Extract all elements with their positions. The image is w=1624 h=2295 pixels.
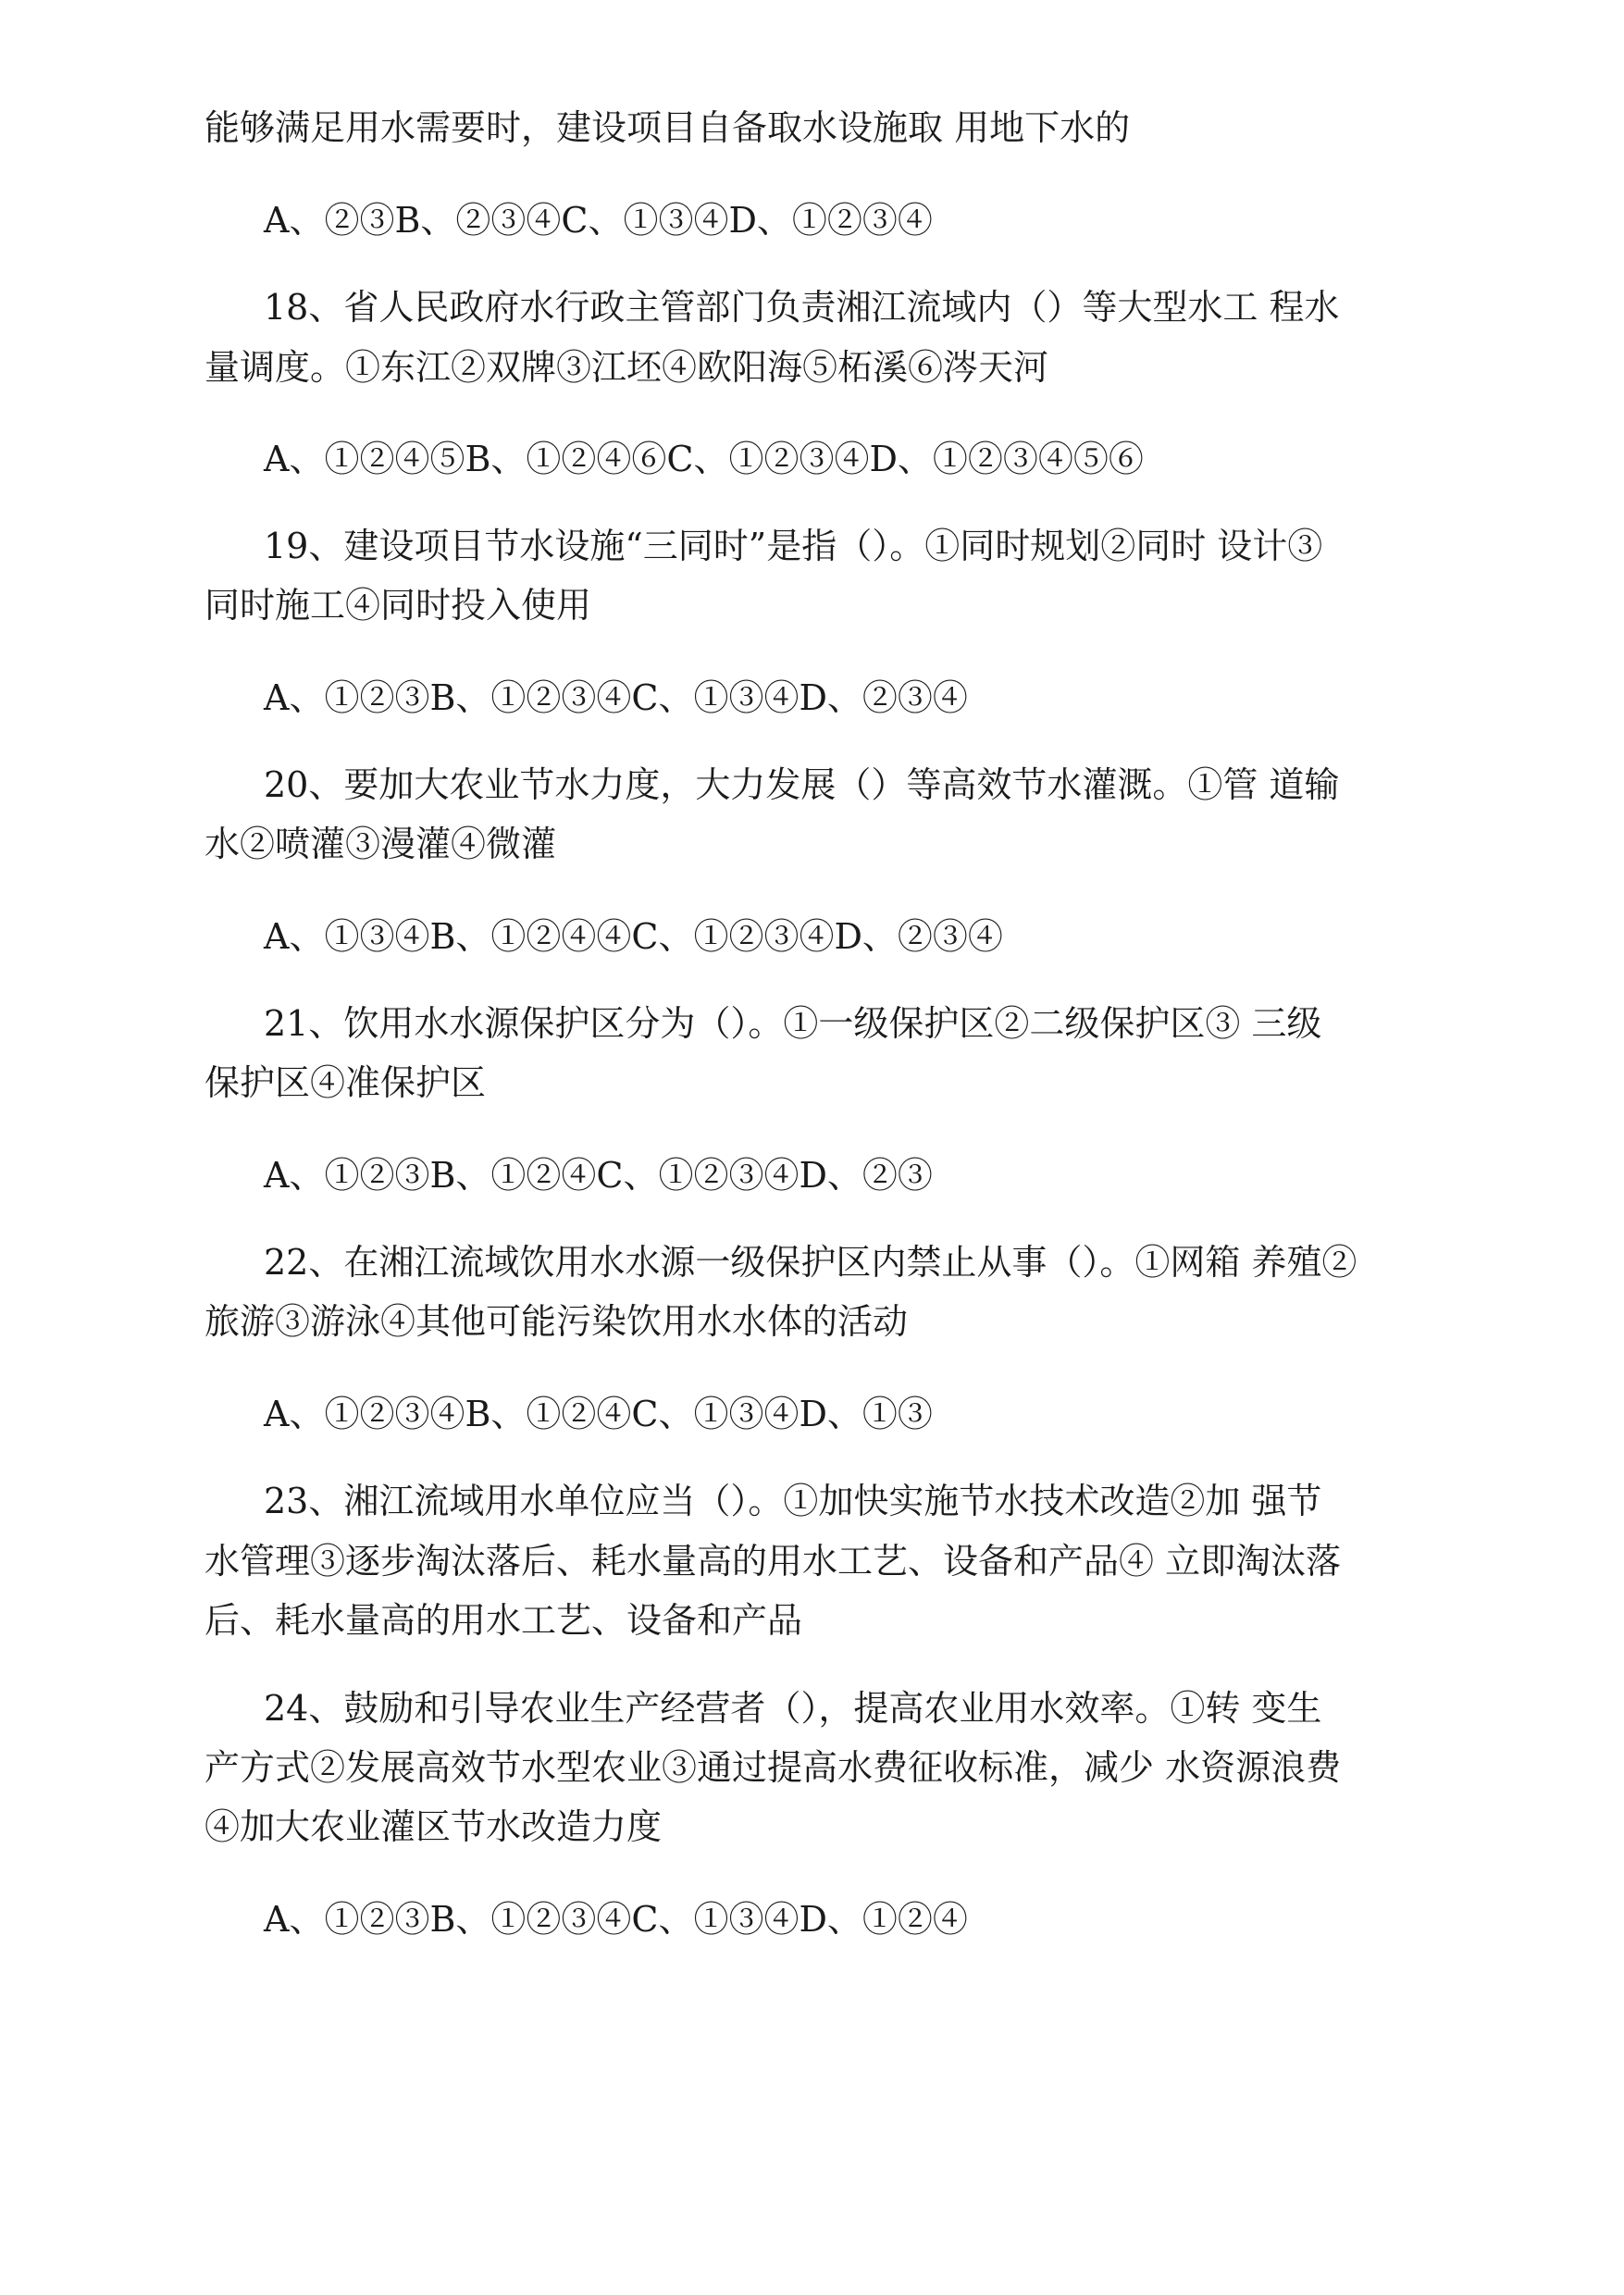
question-21-line-2: 保护区④准保护区 (205, 1062, 487, 1103)
question-22-line-1: 22、在湘江流域饮用水水源一级保护区内禁止从事（）。①网箱 养殖② (264, 1242, 1357, 1283)
question-24-line-1: 24、鼓励和引导农业生产经营者（），提高农业用水效率。①转 变生 (264, 1688, 1322, 1729)
question-20-line-1: 20、要加大农业节水力度，大力发展（）等高效节水灌溉。①管 道输 (264, 764, 1340, 805)
question-24-line-3: ④加大农业灌区节水改造力度 (205, 1806, 663, 1847)
question-23-line-3: 后、耗水量高的用水工艺、设备和产品 (205, 1600, 803, 1641)
answer-options-22: A、①②③④B、①②④C、①③④D、①③ (264, 1394, 933, 1434)
question-18-line-1: 18、省人民政府水行政主管部门负责湘江流域内（）等大型水工 程水 (264, 287, 1340, 328)
question-20-line-2: 水②喷灌③漫灌④微灌 (205, 824, 557, 864)
text-line-continuation: 能够满足用水需要时，建设项目自备取水设施取 用地下水的 (205, 107, 1131, 148)
question-19-line-1: 19、建设项目节水设施“三同时”是指（）。①同时规划②同时 设计③ (264, 526, 1323, 566)
answer-options-20: A、①③④B、①②④④C、①②③④D、②③④ (264, 916, 1003, 957)
question-24-line-2: 产方式②发展高效节水型农业③通过提高水费征收标准，减少 水资源浪费 (205, 1747, 1342, 1788)
question-23-line-1: 23、湘江流域用水单位应当（）。①加快实施节水技术改造②加 强节 (264, 1481, 1322, 1521)
question-22-line-2: 旅游③游泳④其他可能污染饮用水水体的活动 (205, 1301, 909, 1342)
answer-options-17: A、②③B、②③④C、①③④D、①②③④ (264, 200, 933, 241)
answer-options-21: A、①②③B、①②④C、①②③④D、②③ (264, 1155, 933, 1196)
question-19-line-2: 同时施工④同时投入使用 (205, 585, 592, 626)
answer-options-19: A、①②③B、①②③④C、①③④D、②③④ (264, 677, 968, 718)
answer-options-18: A、①②④⑤B、①②④⑥C、①②③④D、①②③④⑤⑥ (264, 439, 1144, 479)
question-21-line-1: 21、饮用水水源保护区分为（）。①一级保护区②二级保护区③ 三级 (264, 1003, 1322, 1044)
question-23-line-2: 水管理③逐步淘汰落后、耗水量高的用水工艺、设备和产品④ 立即淘汰落 (205, 1541, 1342, 1582)
answer-options-24: A、①②③B、①②③④C、①③④D、①②④ (264, 1899, 968, 1940)
question-18-line-2: 量调度。①东江②双牌③江坯④欧阳海⑤柘溪⑥涔天河 (205, 347, 1049, 388)
